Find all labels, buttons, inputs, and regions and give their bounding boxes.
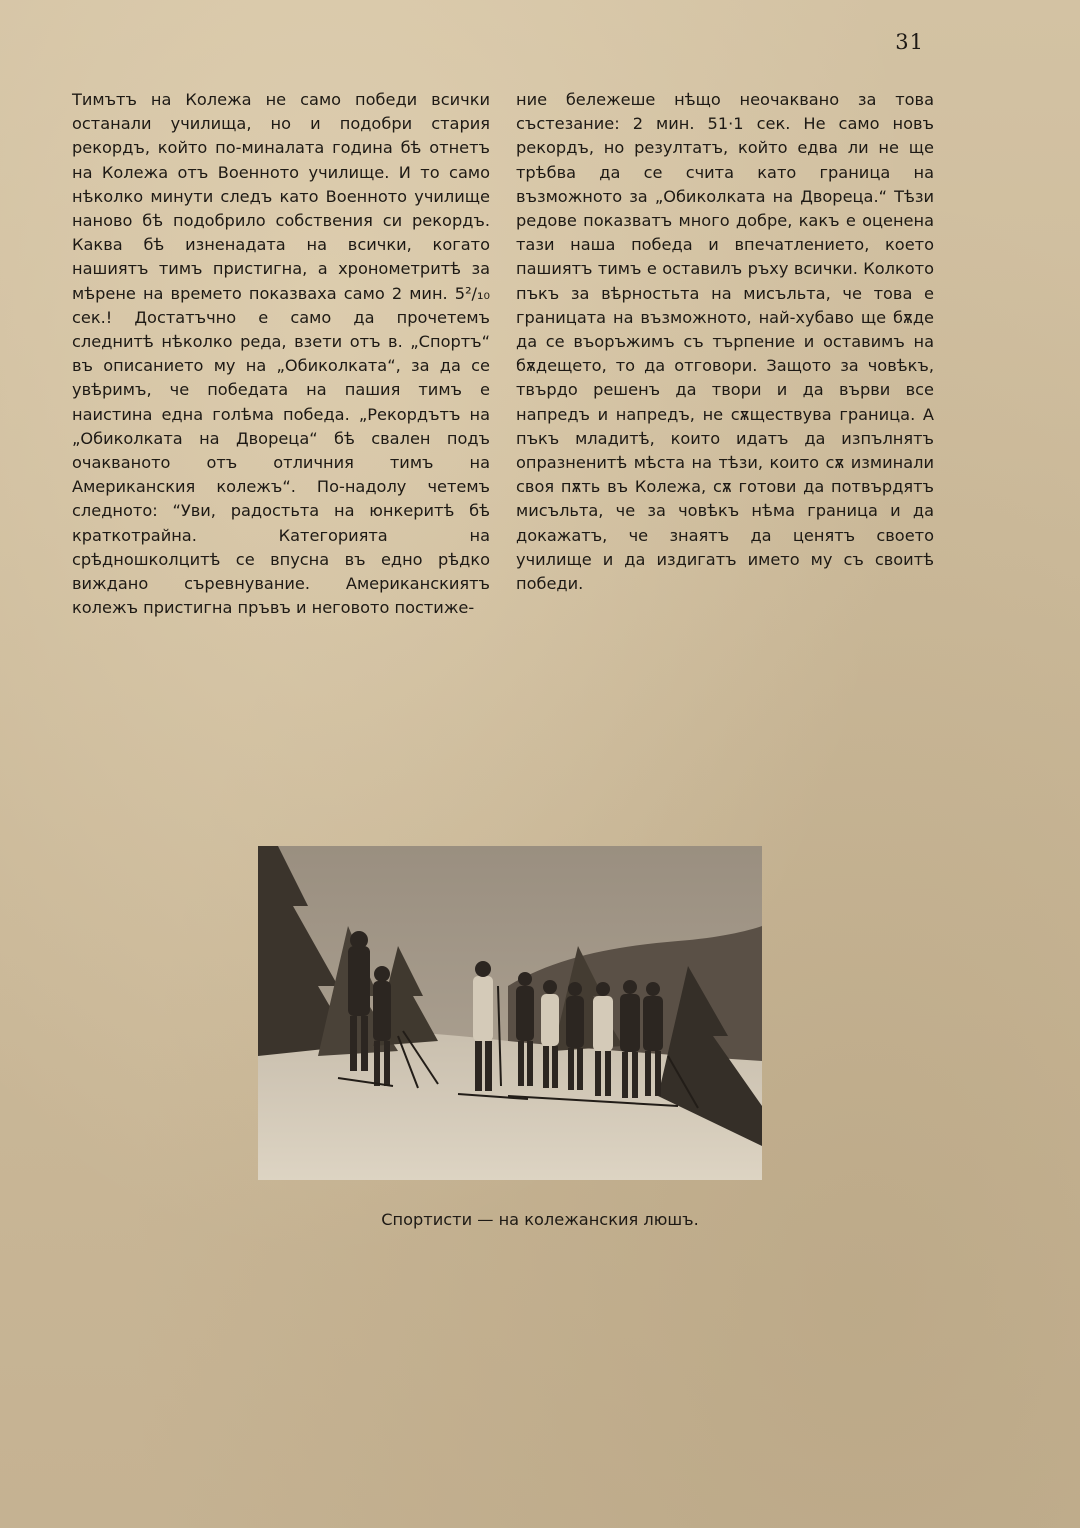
ski-team-photo bbox=[258, 846, 762, 1180]
right-column-text: ние бележеше нѣщо неочаквано за това състезание: 2 мин. 51·1 сек. Не само новъ рекордъ, но резултатъ, който едва ли не ще трѣбва да се счита като граница на възможното за „Обиколката на Двореца.“ Тѣзи редове показватъ много добре, какъ е оценена тази наша победа и впечатлението, което пашиятъ тимъ е оставилъ ръху всички. Колкото пъкъ за вѣрностьта на мисъльта, че това е границата на възможното, най-хубаво ще бѫде да се въоръжимъ съ търпение и оставимъ на бѫдещето, то да отговори. Защото за човѣкъ, твърдо решенъ да твори и да върви все напредъ и напредъ, не сѫществува граница. А пъкъ младитѣ, които идатъ да изпълнятъ опразненитѣ мѣста на тѣзи, които сѫ изминали своя пѫть въ Колежа, сѫ готови да потвърдятъ мисъльта, че за човѣкъ нѣма граница и да докажатъ, че знаятъ да ценятъ своето училище и да издигатъ името му съ своитѣ победи. bbox=[516, 90, 934, 594]
article-column-left bbox=[72, 88, 490, 620]
page-number: 31 bbox=[895, 30, 924, 54]
article-column-right bbox=[516, 88, 934, 596]
left-column-text: Тимътъ на Колежа не само победи всички останали училища, но и подобри стария рекордъ, който по-миналата година бѣ отнетъ на Колежа отъ Военното училище. И то само нѣколко минути следъ като Военното училище наново бѣ подобрило собствения си рекордъ. Каква бѣ изненадата на всички, когато нашиятъ тимъ пристигна, а хронометритѣ за мѣрене на времето показваха само 2 мин. 5²/₁₀ сек.! Достатъчно е само да прочетемъ следнитѣ нѣколко реда, взети отъ в. „Спортъ“ въ описанието му на „Обиколката“, за да се увѣримъ, че победата на пашия тимъ е наистина една голѣма победа. „Рекордътъ на „Обиколката на Двореца“ бѣ свален подъ очакваното отъ отличния тимъ на Американския колежъ“. По-надолу четемъ следното: “Уви, радостьта на юнкеритѣ бѣ краткотрайна. Категорията на срѣдношколцитѣ се впусна въ едно рѣдко виждано съревнувание. Американскиятъ колежъ пристигна пръвъ и неговото постиже- bbox=[72, 90, 490, 618]
photo-caption: Спортисти — на колежанския люшъ. bbox=[381, 1210, 699, 1229]
